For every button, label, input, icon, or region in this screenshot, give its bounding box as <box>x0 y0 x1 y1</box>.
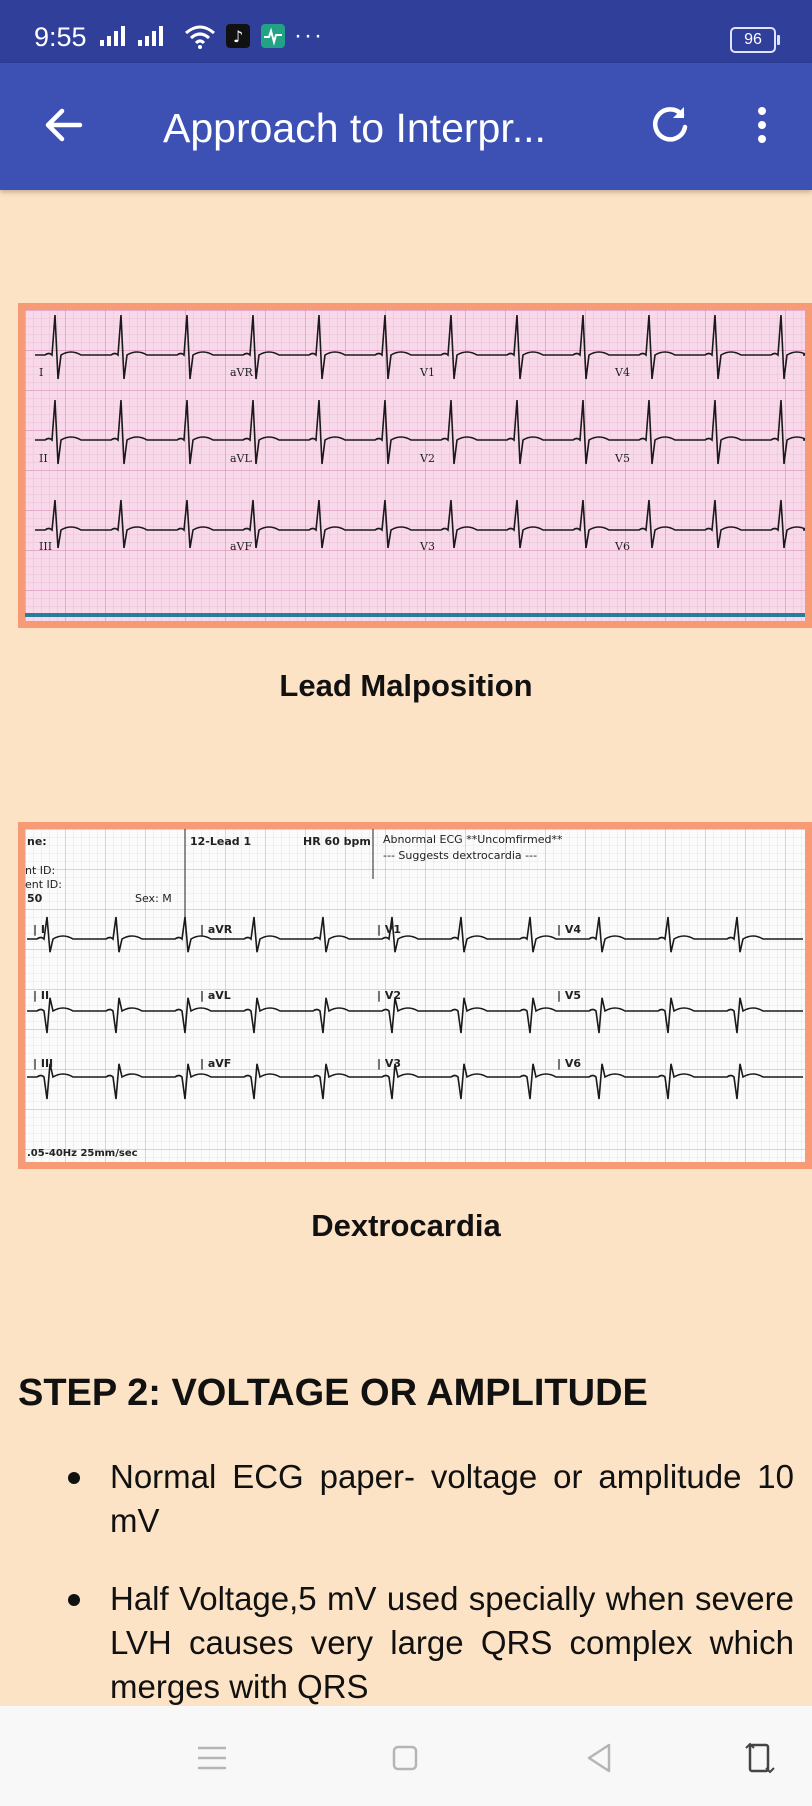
ecg-lead-label: V6 <box>615 540 630 553</box>
ecg-age: 50 <box>27 892 43 905</box>
ecg-lead-label: | V2 <box>377 989 402 1002</box>
ecg-lead-label: | aVF <box>200 1057 232 1070</box>
more-notifications-icon: ··· <box>294 22 324 49</box>
app-bar <box>0 63 812 190</box>
ecg-lead-label: aVR <box>230 366 253 379</box>
ecg-interpretation: Abnormal ECG **Uncomfirmed** <box>383 833 563 846</box>
ecg-event-id: ent ID: <box>25 878 62 891</box>
ecg-lead-label: | III <box>33 1057 54 1070</box>
system-nav-bar <box>0 1706 812 1806</box>
tiktok-icon <box>226 24 250 48</box>
ecg-lead-label: | V1 <box>377 923 402 936</box>
ecg-patient-id: nt ID: <box>25 864 56 877</box>
ecg-lead-label: aVL <box>230 452 252 465</box>
rotate-icon[interactable] <box>738 1736 782 1780</box>
menu-icon[interactable] <box>190 1736 234 1780</box>
home-square-icon[interactable] <box>383 1736 427 1780</box>
ecg-lead-label: | aVR <box>200 923 233 936</box>
ecg-lead-label: | V4 <box>557 923 582 936</box>
figure-caption: Lead Malposition <box>279 668 533 703</box>
ecg-lead-label: | I <box>33 923 45 936</box>
ecg-name-label: ne: <box>27 835 47 848</box>
ecg-lead-label: V2 <box>420 452 435 465</box>
ecg-lead-type: 12-Lead 1 <box>190 835 252 848</box>
ecg-image-dextrocardia <box>18 822 812 1169</box>
bullet-list <box>60 1455 794 1743</box>
ecg-footer: .05-40Hz 25mm/sec <box>27 1148 138 1159</box>
ecg-lead-label: I <box>39 366 44 379</box>
ecg-lead-label: | aVL <box>200 989 231 1002</box>
health-app-icon <box>261 24 285 48</box>
ecg-lead-label: V3 <box>420 540 435 553</box>
back-triangle-icon[interactable] <box>577 1736 621 1780</box>
ecg-sex: Sex: M <box>135 892 172 905</box>
ecg-lead-label: | II <box>33 989 50 1002</box>
ecg-image-lead-malposition <box>18 303 812 628</box>
ecg-strip <box>25 829 805 1162</box>
list-item: Normal ECG paper- voltage or amplitude 10 mV <box>60 1455 794 1543</box>
battery-icon <box>730 27 776 53</box>
ecg-lead-label: V1 <box>420 366 435 379</box>
ecg-lead-label: aVF <box>230 540 253 553</box>
ecg-strip <box>25 310 805 621</box>
signal-icon <box>138 24 168 48</box>
list-item: Half Voltage,5 mV used specially when severe LVH causes very large QRS complex which merges with QRS <box>60 1577 794 1709</box>
ecg-heart-rate: HR 60 bpm <box>303 835 371 848</box>
battery-level: 96 <box>744 31 762 48</box>
ecg-lead-label: | V5 <box>557 989 582 1002</box>
ecg-lead-label: | V6 <box>557 1057 582 1070</box>
arrow-left-icon[interactable] <box>40 101 88 149</box>
signal-icon <box>100 24 130 48</box>
ecg-lead-label: III <box>39 540 53 553</box>
section-heading: STEP 2: VOLTAGE OR AMPLITUDE <box>18 1372 648 1414</box>
svg-text:♪: ♪ <box>233 27 244 46</box>
more-vertical-icon[interactable] <box>742 101 782 149</box>
figure-caption: Dextrocardia <box>311 1208 501 1243</box>
ecg-interpretation-note: --- Suggests dextrocardia --- <box>383 849 538 862</box>
refresh-icon[interactable] <box>646 101 694 149</box>
status-bar <box>0 0 812 63</box>
page-title: Approach to Interpr... <box>163 105 546 151</box>
ecg-lead-label: | V3 <box>377 1057 402 1070</box>
ecg-lead-label: II <box>39 452 48 465</box>
wifi-icon <box>184 24 216 50</box>
clock: 9:55 <box>34 22 87 52</box>
ecg-lead-label: V4 <box>615 366 630 379</box>
ecg-lead-label: V5 <box>615 452 630 465</box>
